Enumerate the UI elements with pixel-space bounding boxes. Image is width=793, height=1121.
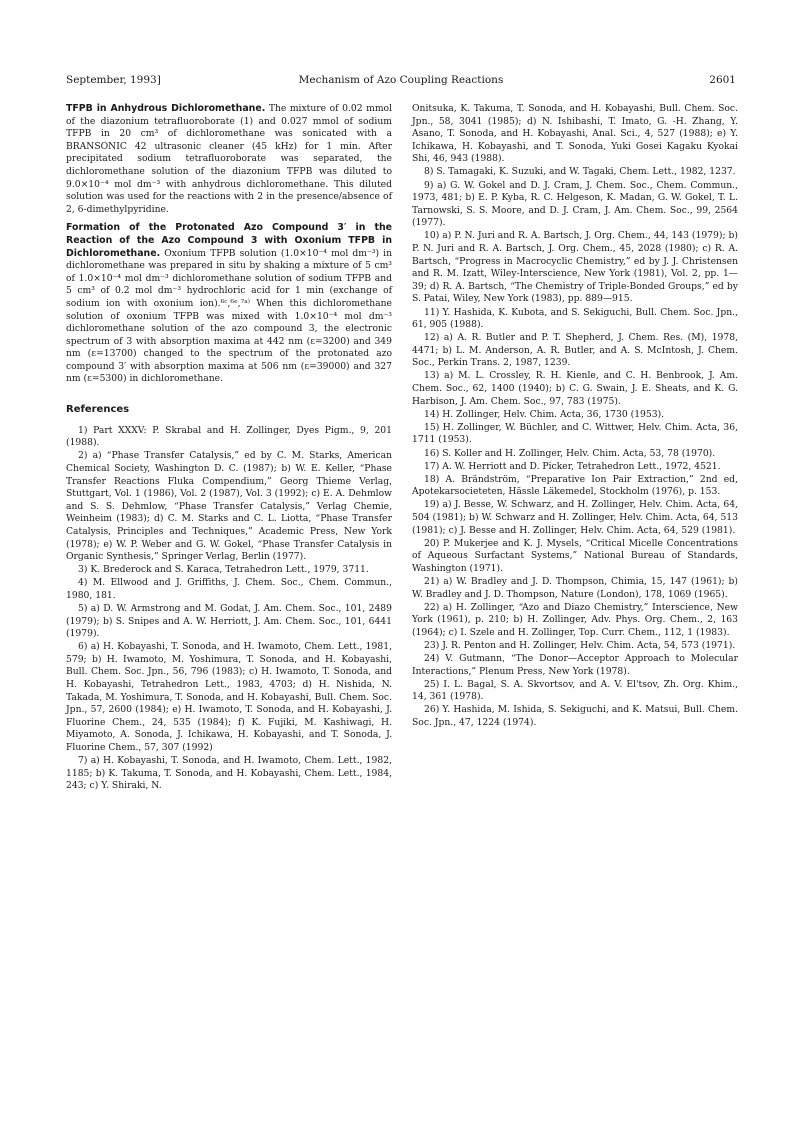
paragraph-body: Oxonium TFPB solution (1.0×10⁻⁴ mol dm⁻³) in dichloromethane was prepared in situ by shaking a mixture of 5 cm³ of 1.0×10⁻⁴ mol dm⁻³ dichloromethane solution of sodium TFPB and 5 cm³ of 0.2 mol dm⁻³ hydrochloric acid for 1 min (exchange of sodium ion with oxonium ion).⁶ᶜ,⁶ᵉ,⁷ᵃ⁾ When this dichloromethane solution of oxonium TFPB was mixed with 1.0×10⁻⁴ mol dm⁻³ dichloromethane solution of the azo compound 3, the electronic spectrum of 3 with absorption maxima at 442 nm (ε=3200) and 349 nm (ε=13700) changed to the spectrum of the protonated azo compound 3′ with absorption maxima at 506 nm (ε=39000) and 327 nm (ε=5300) in dichloromethane. [66, 247, 393, 385]
reference-item: 17) A. W. Herriott and D. Picker, Tetrahedron Lett., 1972, 4521. [424, 460, 721, 472]
reference-item: 15) H. Zollinger, W. Büchler, and C. Wittwer, Helv. Chim. Acta, 36, 1711 (1953). [412, 421, 738, 446]
reference-item: 9) a) G. W. Gokel and D. J. Cram, J. Chem. Soc., Chem. Commun., 1973, 481; b) E. P. Kyba, R. C. Helgeson, K. Madan, G. W. Gokel, T. L. Tarnowski, S. S. Moore, and D. J. Cram, J. Am. Chem. Soc., 99, 2564 (1977). [412, 179, 738, 229]
reference-item: 4) M. Ellwood and J. Griffiths, J. Chem. Soc., Chem. Commun., 1980, 181. [66, 577, 392, 601]
right-column [412, 103, 738, 730]
reference-item: 16) S. Koller and H. Zollinger, Helv. Chim. Acta, 53, 78 (1970). [424, 447, 716, 459]
reference-item: Onitsuka, K. Takuma, T. Sonoda, and H. Kobayashi, Bull. Chem. Soc. Jpn., 58, 3041 (1985); d) N. Ishibashi, T. Imato, G. -H. Zhang, Y. Asano, T. Sonoda, and H. Kobayashi, Anal. Sci., 4, 527 (1988); e) Y. Ichikawa, H. Kobayashi, and T. Sonoda, Yuki Gosei Kagaku Kyokai Shi, 46, 943 (1988). [412, 103, 738, 165]
paragraph-heading: TFPB in Anhydrous Dichloromethane. [66, 103, 266, 114]
header-title: Mechanism of Azo Coupling Reactions [298, 74, 504, 86]
reference-item: 8) S. Tamagaki, K. Suzuki, and W. Tagaki, Chem. Lett., 1982, 1237. [424, 166, 736, 178]
reference-item: 10) a) P. N. Juri and R. A. Bartsch, J. Org. Chem., 44, 143 (1979); b) P. N. Juri and R. A. Bartsch, J. Org. Chem., 45, 2028 (1980); c) R. A. Bartsch, “Progress in Macrocyclic Chemistry,” ed by J. J. Christensen and R. M. Izatt, Wiley-Interscience, New York (1981), Vol. 2, pp. 1—39; d) R. A. Bartsch, “The Chemistry of Triple-Bonded Groups,” ed by S. Patai, Wiley, New York (1983), pp. 889—915. [412, 230, 738, 305]
reference-item: 2) a) “Phase Transfer Catalysis,” ed by C. M. Starks, American Chemical Society, Washington D. C. (1987); b) W. E. Keller, “Phase Transfer Reactions Fluka Compendium,” Georg Thieme Verlag, Stuttgart, Vol. 1 (1986), Vol. 2 (1987), Vol. 3 (1992); c) E. A. Dehmlow and S. S. Dehmlow, “Phase Transfer Catalysis,” Verlag Chemie, Weinheim (1983); d) C. M. Starks and C. L. Liotta, “Phase Transfer Catalysis, Principles and Techniques,” Academic Press, New York (1978); e) W. P. Weber and G. W. Gokel, “Phase Transfer Catalysis in Organic Synthesis,” Springer Verlag, Berlin (1977). [66, 450, 392, 563]
reference-item: 14) H. Zollinger, Helv. Chim. Acta, 36, 1730 (1953). [424, 408, 665, 420]
left-column [66, 103, 392, 793]
reference-item: 21) a) W. Bradley and J. D. Thompson, Chimia, 15, 147 (1961); b) W. Bradley and J. D. Thompson, Nature (London), 178, 1069 (1965). [412, 575, 738, 600]
reference-item: 6) a) H. Kobayashi, T. Sonoda, and H. Iwamoto, Chem. Lett., 1981, 579; b) H. Iwamoto, M. Yoshimura, T. Sonoda, and H. Kobayashi, Bull. Chem. Soc. Jpn., 56, 796 (1983); c) H. Iwamoto, T. Sonoda, and H. Kobayashi, Tetrahedron Lett., 1983, 4703; d) H. Nishida, N. Takada, M. Yoshimura, T. Sonoda, and H. Kobayashi, Bull. Chem. Soc. Jpn., 57, 2600 (1984); e) H. Iwamoto, T. Sonoda, and H. Kobayashi, J. Fluorine Chem., 24, 535 (1984); f) K. Fujiki, M. Kashiwagi, H. Miyamoto, A. Sonoda, J. Ichikawa, H. Kobayashi, and T. Sonoda, J. Fluorine Chem., 57, 307 (1992) [66, 641, 392, 753]
reference-item: 1) Part XXXV: P. Skrabal and H. Zollinger, Dyes Pigm., 9, 201 (1988). [66, 424, 392, 449]
reference-item: 3) K. Brederock and S. Karaca, Tetrahedron Lett., 1979, 3711. [78, 564, 369, 576]
reference-item: 12) a) A. R. Butler and P. T. Shepherd, J. Chem. Res. (M), 1978, 4471; b) L. M. Anderson, A. R. Butler, and A. S. McIntosh, J. Chem. Soc., Perkin Trans. 2, 1987, 1239. [412, 332, 738, 369]
experimental-paragraph-1 [66, 103, 392, 216]
reference-item: 13) a) M. L. Crossley, R. H. Kienle, and C. H. Benbrook, J. Am. Chem. Soc., 62, 1400 (1940); b) C. G. Swain, J. E. Sheats, and K. G. Harbison, J. Am. Chem. Soc., 97, 783 (1975). [412, 370, 738, 407]
reference-item: 20) P. Mukerjee and K. J. Mysels, “Critical Micelle Concentrations of Aqueous Surfactant Systems,” National Bureau of Standards, Washington (1971). [412, 537, 738, 574]
references-heading: References [66, 404, 130, 416]
page-number: 2601 [709, 74, 736, 86]
reference-item: 23) J. R. Penton and H. Zollinger, Helv. Chim. Acta, 54, 573 (1971). [424, 639, 736, 651]
running-header [66, 73, 736, 87]
reference-item: 22) a) H. Zollinger, “Azo and Diazo Chemistry,” Interscience, New York (1961), p. 210; b) H. Zollinger, Adv. Phys. Org. Chem., 2, 163 (1964); c) I. Szele and H. Zollinger, Top. Curr. Chem., 112, 1 (1983). [412, 601, 738, 638]
paragraph-body: The mixture of 0.02 mmol of the diazonium tetrafluoroborate (1) and 0.027 mmol of sodium TFPB in 20 cm³ of dichloromethane was sonicated with a BRANSONIC 42 ultrasonic cleaner (45 kHz) for 1 min. After precipitated sodium tetrafluoroborate was separated, the dichloromethane solution of the diazonium TFPB was diluted to 9.0×10⁻⁴ mol dm⁻³ with anhydrous dichloromethane. This diluted solution was used for the reactions with 2 in the presence/absence of 2, 6-dimethylpyridine. [66, 103, 393, 215]
reference-item: 11) Y. Hashida, K. Kubota, and S. Sekiguchi, Bull. Chem. Soc. Jpn., 61, 905 (1988). [412, 306, 738, 331]
reference-item: 5) a) D. W. Armstrong and M. Godat, J. Am. Chem. Soc., 101, 2489 (1979); b) S. Snipes and A. W. Herriott, J. Am. Chem. Soc., 101, 6441 (1979). [66, 602, 392, 640]
experimental-paragraph-2 [66, 222, 392, 386]
paragraph-heading: Formation of the Protonated Azo Compound 3′ in the Reaction of the Azo Compound 3 with Oxonium TFPB in Dichloromethane. [66, 222, 392, 259]
reference-item: 24) V. Gutmann, “The Donor—Acceptor Approach to Molecular Interactions,” Plenum Press, New York (1978). [412, 653, 738, 677]
reference-item: 18) A. Brändström, “Preparative Ion Pair Extraction,” 2nd ed, Apotekarsocieteten, Hässle Läkemedel, Stockholm (1976), p. 153. [412, 473, 738, 498]
reference-item: 26) Y. Hashida, M. Ishida, S. Sekiguchi, and K. Matsui, Bull. Chem. Soc. Jpn., 47, 1224 (1974). [412, 704, 738, 728]
reference-item: 7) a) H. Kobayashi, T. Sonoda, and H. Iwamoto, Chem. Lett., 1982, 1185; b) K. Takuma, T. Sonoda, and H. Kobayashi, Chem. Lett., 1984, 243; c) Y. Shiraki, N. [66, 755, 392, 792]
reference-item: 25) I. L. Bagal, S. A. Skvortsov, and A. V. El'tsov, Zh. Org. Khim., 14, 361 (1978). [412, 678, 738, 703]
reference-item: 19) a) J. Besse, W. Schwarz, and H. Zollinger, Helv. Chim. Acta, 64, 504 (1981); b) W. Schwarz and H. Zollinger, Helv. Chim. Acta, 64, 513 (1981); c) J. Besse and H. Zollinger, Helv. Chim. Acta, 64, 529 (1981). [412, 499, 738, 536]
header-date: September, 1993] [66, 74, 161, 86]
